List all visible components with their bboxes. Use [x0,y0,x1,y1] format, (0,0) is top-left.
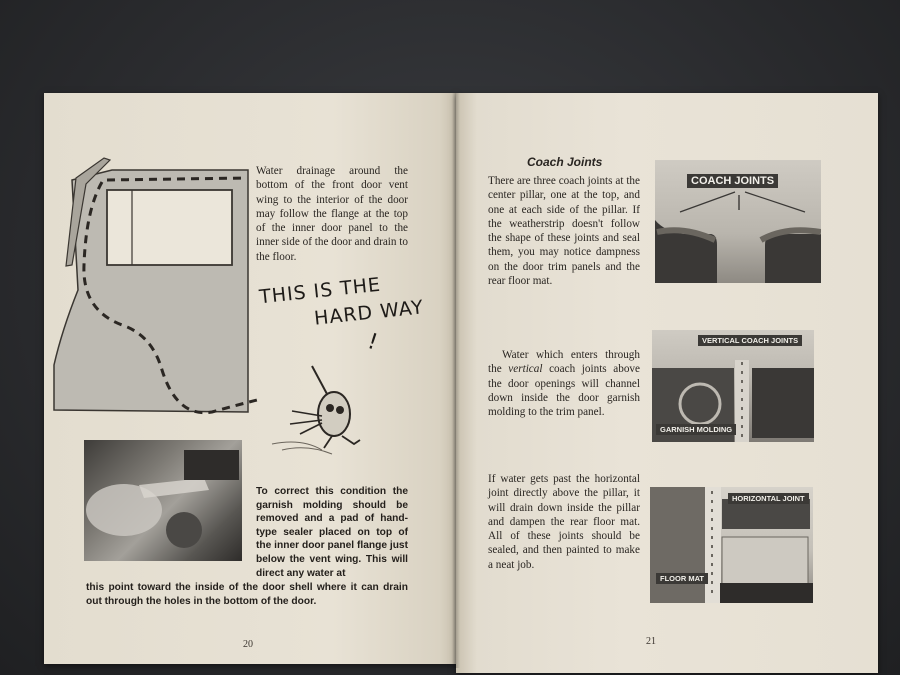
sealer-application-photo [84,440,242,561]
section-heading: Coach Joints [527,155,603,169]
hand-lettering-line2: HARD WAY [313,296,425,330]
hand-lettering-line1: THIS IS THE [258,273,383,309]
vertical-joints-text-b: coach joints above the door openings will channel down inside the door garnish molding to the trim panel. [488,363,640,419]
vertical-joints-paragraph [488,348,640,419]
page-number-left: 20 [243,639,253,650]
horizontal-joint-paragraph: If water gets past the horizontal joint directly above the pillar, it will drain down inside the pillar and dampen the rear floor mat. All of these joints should be sealed, and then painted to make a neat job. [488,473,640,571]
door-illustration [52,150,262,425]
vertical-joints-photo [652,330,814,442]
hand-lettering-mark: ! [364,329,382,356]
coach-joints-paragraph: There are three coach joints at the center pillar, one at the top, and one at each side of the pillar. If the weatherstrip doesn't follow the shape of these joints and seal them, you may notice dampness on the door trim panels and the rear floor mat. [488,175,640,288]
binding-gutter [452,93,460,668]
intro-paragraph: Water drainage around the bottom of the front door vent wing to the interior of the door may follow the flange at the top of the inner door panel to the inner side of the door and drain to the floor. [256,165,408,263]
vertical-joints-text-a: Water which enters through the [488,349,640,376]
correction-paragraph: To correct this condition the garnish molding should be removed and a pad of hand-type sealer placed on top of the inner door panel flange just below the vent wing. This will direct any water at [256,486,408,579]
horizontal-joint-label: HORIZONTAL JOINT [728,493,809,504]
vertical-joints-label: VERTICAL COACH JOINTS [698,335,802,346]
bird-cartoon [262,356,372,456]
horizontal-joint-photo-shading [650,487,813,603]
coach-joints-photo [655,160,821,283]
garnish-molding-label: GARNISH MOLDING [656,424,736,435]
floor-mat-label: FLOOR MAT [656,573,708,584]
coach-joints-label: COACH JOINTS [687,174,778,188]
correction-paragraph-continued: this point toward the inside of the door shell where it can drain out through the holes in the bottom of the door. [86,582,408,607]
vertical-joints-emphasis: vertical [508,363,543,376]
page-number-right: 21 [646,636,656,647]
horizontal-joint-photo [650,487,813,603]
hand-photo-shading [84,440,242,561]
